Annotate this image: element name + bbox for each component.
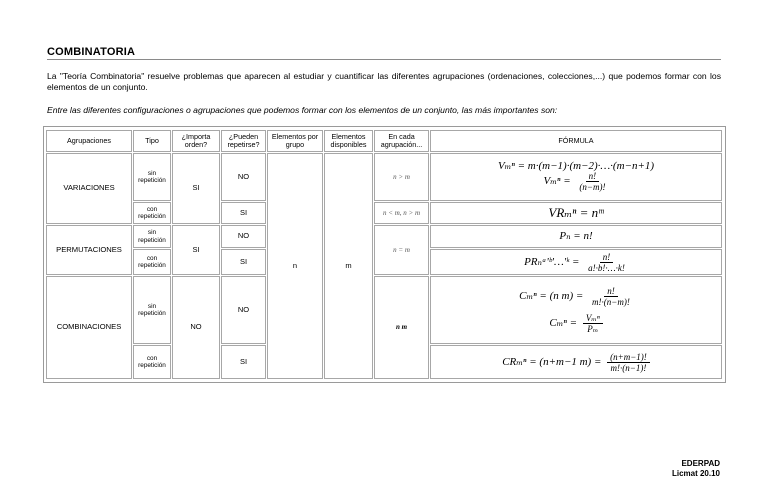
- importa-permutaciones: SI: [172, 225, 220, 275]
- tipo-permutaciones-sin: sin repetición: [133, 225, 171, 248]
- fraction-denominator: (n−m)!: [579, 181, 606, 192]
- formula-line: [549, 313, 602, 334]
- fraction-numerator: n!: [604, 286, 618, 297]
- tipo-combinaciones-con: con repetición: [133, 345, 171, 379]
- formula-line: [519, 286, 633, 307]
- intro-paragraph: La "Teoría Combinatoria" resuelve problemas que aparecen al estudiar y cuantificar las diferentes agrupaciones (ordenaciones, colecciones,...) que podemos formar con los elementos de un conjunto.: [47, 71, 721, 92]
- formula-line: Pₙ = n!: [559, 230, 593, 243]
- header-formula: FÓRMULA: [430, 130, 722, 152]
- page-title: COMBINATORIA: [47, 46, 136, 58]
- formula-line: Vₘⁿ = m·(m−1)·(m−2)·…·(m−n+1): [497, 160, 655, 173]
- title-divider: [47, 59, 721, 60]
- condicion-variaciones-con: n < m, n > m: [374, 202, 429, 224]
- repetirse-variaciones-sin: NO: [221, 153, 266, 201]
- formula-fraction: [607, 352, 650, 373]
- importa-variaciones: SI: [172, 153, 220, 224]
- condicion-permutaciones: n = m: [374, 225, 429, 275]
- group-variaciones: VARIACIONES: [46, 153, 132, 224]
- repetirse-combinaciones-con: SI: [221, 345, 266, 379]
- tipo-variaciones-sin: sin repetición: [133, 153, 171, 201]
- footer-author: EDERPAD: [681, 459, 720, 468]
- intro-paragraph-2: Entre las diferentes configuraciones o agrupaciones que podemos formar con los elementos de un conjunto, las más importantes son:: [47, 105, 558, 115]
- formula-lhs: PRₙᵃ'ᵇ'…'ᵏ =: [524, 255, 580, 268]
- formula-variaciones-con: [430, 202, 722, 224]
- formula-fraction: [576, 171, 608, 192]
- formula-lhs: CRₘⁿ = (n+m−1 m) =: [502, 355, 602, 368]
- repetirse-permutaciones-con: SI: [221, 249, 266, 275]
- elementos-disponibles-value: m: [324, 153, 373, 379]
- fraction-numerator: Vₘⁿ: [583, 313, 603, 324]
- formula-line: [524, 252, 628, 273]
- formula-combinaciones-con: [430, 345, 722, 379]
- header-importa-orden: ¿Importa orden?: [172, 130, 220, 152]
- header-tipo: Tipo: [133, 130, 171, 152]
- fraction-denominator: m!·(n−1)!: [610, 362, 647, 373]
- tipo-combinaciones-sin: sin repetición: [133, 276, 171, 344]
- fraction-denominator: a!·b!·…·k!: [588, 262, 625, 273]
- formula-lhs: Vₘⁿ =: [543, 174, 571, 187]
- elementos-por-grupo-value: n: [267, 153, 323, 379]
- formula-line: [544, 171, 609, 192]
- importa-combinaciones: NO: [172, 276, 220, 379]
- formula-fraction: [585, 252, 628, 273]
- repetirse-variaciones-con: SI: [221, 202, 266, 224]
- formula-permutaciones-con: [430, 249, 722, 275]
- repetirse-permutaciones-sin: NO: [221, 225, 266, 248]
- tipo-variaciones-con: con repetición: [133, 202, 171, 224]
- tipo-permutaciones-con: con repetición: [133, 249, 171, 275]
- formula-permutaciones-sin: [430, 225, 722, 248]
- fraction-numerator: n!: [586, 171, 600, 182]
- header-elementos-disponibles: Elementos disponibles: [324, 130, 373, 152]
- formula-fraction: [589, 286, 633, 307]
- formula-fraction: [583, 313, 603, 334]
- formula-variaciones-sin: [430, 153, 722, 201]
- repetirse-combinaciones-sin: NO: [221, 276, 266, 344]
- formula-lhs: Cₘⁿ = (n m) =: [519, 290, 584, 303]
- formula-line: [502, 352, 650, 373]
- group-permutaciones: PERMUTACIONES: [46, 225, 132, 275]
- header-en-cada-agrupacion: En cada agrupación...: [374, 130, 429, 152]
- fraction-numerator: n!: [600, 252, 614, 263]
- fraction-numerator: (n+m−1)!: [607, 352, 650, 363]
- header-elementos-por-grupo: Elementos por grupo: [267, 130, 323, 152]
- formula-lhs: Cₘⁿ =: [549, 317, 578, 330]
- header-pueden-repetirse: ¿Pueden repetirse?: [221, 130, 266, 152]
- fraction-denominator: m!·(n−m)!: [592, 297, 630, 307]
- condicion-variaciones-sin: n > m: [374, 153, 429, 201]
- page-footer: [672, 459, 720, 479]
- condicion-combinaciones: n m: [374, 276, 429, 379]
- formula-combinaciones-sin: [430, 276, 722, 344]
- footer-code: Licmat 20.10: [671, 469, 720, 478]
- combinatoria-table: [43, 126, 726, 383]
- formula-line: VRₘⁿ = nᵐ: [548, 204, 604, 220]
- fraction-denominator: Pₘ: [587, 324, 599, 334]
- header-agrupaciones: Agrupaciones: [46, 130, 132, 152]
- group-combinaciones: COMBINACIONES: [46, 276, 132, 379]
